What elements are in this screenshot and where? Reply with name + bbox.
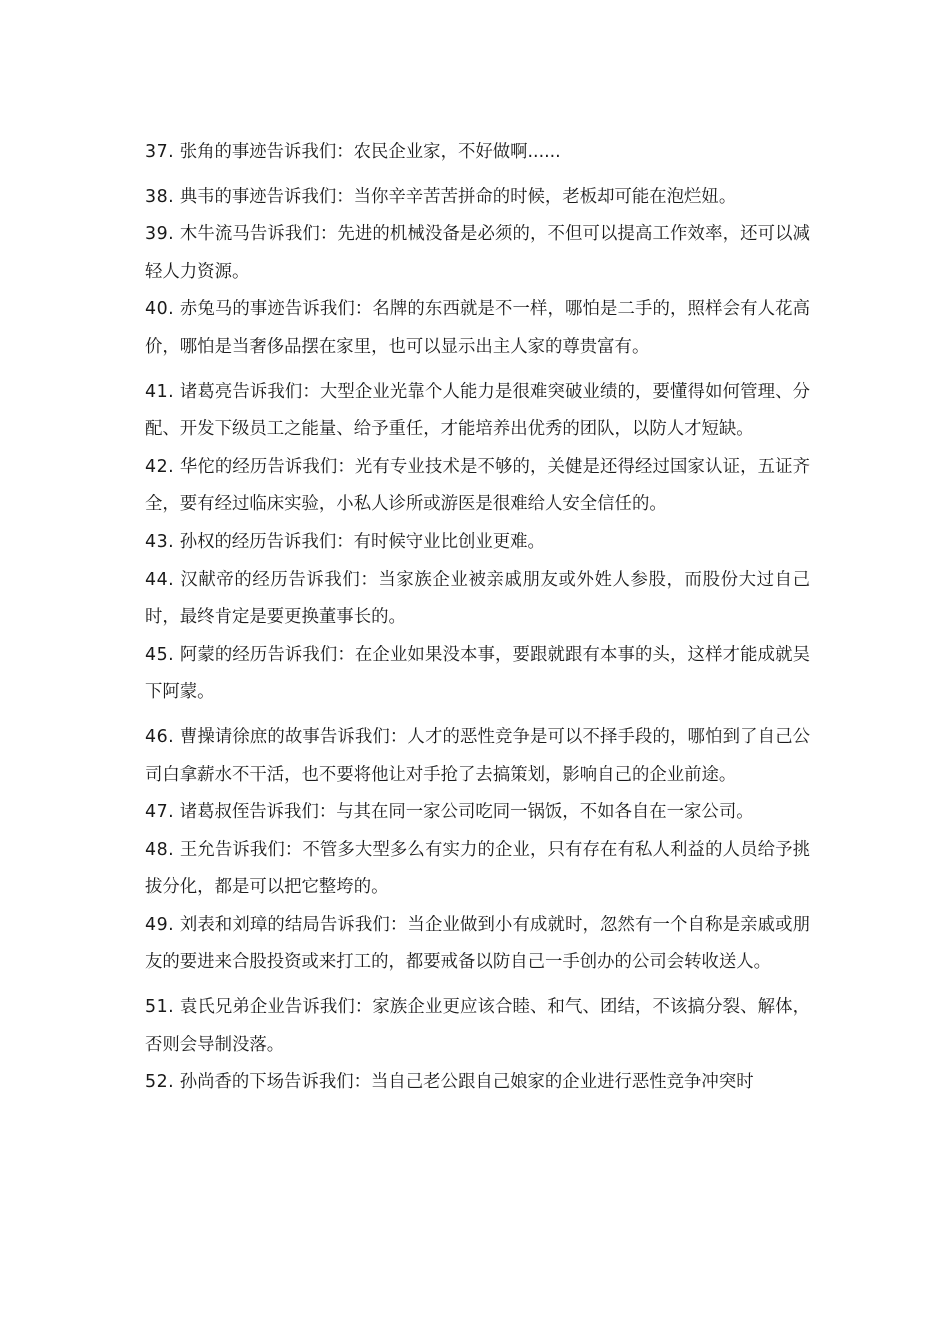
- item-text: 张角的事迹告诉我们：农民企业家，不好做啊......: [179, 142, 561, 162]
- item-number: 47.: [145, 802, 175, 823]
- item-text: 阿蒙的经历告诉我们：在企业如果没本事，要跟就跟有本事的头，这样才能成就吴下阿蒙。: [145, 644, 810, 703]
- item-number: 38.: [145, 186, 175, 207]
- list-item: [145, 179, 810, 217]
- item-number: 40.: [145, 299, 175, 320]
- item-number: 49.: [145, 914, 175, 935]
- list-item: [145, 794, 810, 832]
- item-text: 典韦的事迹告诉我们：当你辛辛苦苦拼命的时候，老板却可能在泡烂妞。: [179, 186, 737, 207]
- item-number: 51.: [145, 997, 175, 1018]
- item-text: 赤兔马的事迹告诉我们：名牌的东西就是不一样，哪怕是二手的，照样会有人花高价，哪怕是当奢侈品摆在家里，也可以显示出主人家的尊贵富有。: [145, 299, 810, 357]
- item-number: 48.: [145, 839, 175, 860]
- list-item: [145, 907, 810, 982]
- item-number: 52.: [145, 1072, 175, 1093]
- list-item: [145, 989, 810, 1064]
- list-item: [145, 562, 810, 637]
- list-item: [145, 832, 810, 907]
- list-item: [145, 449, 810, 524]
- item-text: 袁氏兄弟企业告诉我们：家族企业更应该合睦、和气、团结，不该搞分裂、解体，否则会导制没落。: [145, 997, 810, 1055]
- item-number: 45.: [145, 644, 175, 665]
- list-item: [145, 134, 810, 172]
- item-text: 孙尚香的下场告诉我们：当自己老公跟自己娘家的企业进行恶性竞争冲突时: [179, 1072, 754, 1093]
- item-text: 曹操请徐庶的故事告诉我们：人才的恶性竞争是可以不择手段的，哪怕到了自己公司白拿薪水不干活，也不要将他让对手抢了去搞策划，影响自己的企业前途。: [145, 726, 810, 785]
- item-text: 汉献帝的经历告诉我们：当家族企业被亲戚朋友或外姓人参股，而股份大过自己时，最终肯定是要更换董事长的。: [145, 569, 810, 628]
- item-text: 华佗的经历告诉我们：光有专业技术是不够的，关健是还得经过国家认证，五证齐全，要有经过临床实验，小私人诊所或游医是很难给人安全信任的。: [145, 456, 810, 515]
- item-text: 孙权的经历告诉我们：有时候守业比创业更难。: [179, 531, 545, 552]
- list-item: [145, 637, 810, 712]
- item-number: 43.: [145, 531, 175, 552]
- document-body: [145, 134, 810, 1102]
- item-number: 42.: [145, 456, 175, 477]
- list-item: [145, 291, 810, 366]
- item-text: 王允告诉我们：不管多大型多么有实力的企业，只有存在有私人利益的人员给予挑拔分化，都是可以把它整垮的。: [145, 839, 810, 898]
- list-item: [145, 1064, 810, 1102]
- list-item: [145, 524, 810, 562]
- item-number: 39.: [145, 224, 175, 245]
- item-number: 46.: [145, 726, 175, 747]
- list-item: [145, 719, 810, 794]
- item-text: 诸葛亮告诉我们：大型企业光靠个人能力是很难突破业绩的，要懂得如何管理、分配、开发下级员工之能量、给予重任，才能培养出优秀的团队，以防人才短缺。: [145, 381, 810, 440]
- item-text: 诸葛叔侄告诉我们：与其在同一家公司吃同一锅饭，不如各自在一家公司。: [179, 802, 754, 823]
- item-number: 41.: [145, 381, 175, 402]
- item-number: 37.: [145, 142, 175, 162]
- item-text: 刘表和刘璋的结局告诉我们：当企业做到小有成就时，忽然有一个自称是亲戚或朋友的要进来合股投资或来打工的，都要戒备以防自己一手创办的公司会转收送人。: [145, 914, 810, 973]
- list-item: [145, 374, 810, 449]
- item-number: 44.: [145, 569, 175, 590]
- item-text: 木牛流马告诉我们：先进的机械没备是必须的，不但可以提高工作效率，还可以减轻人力资源。: [145, 224, 810, 282]
- list-item: [145, 216, 810, 291]
